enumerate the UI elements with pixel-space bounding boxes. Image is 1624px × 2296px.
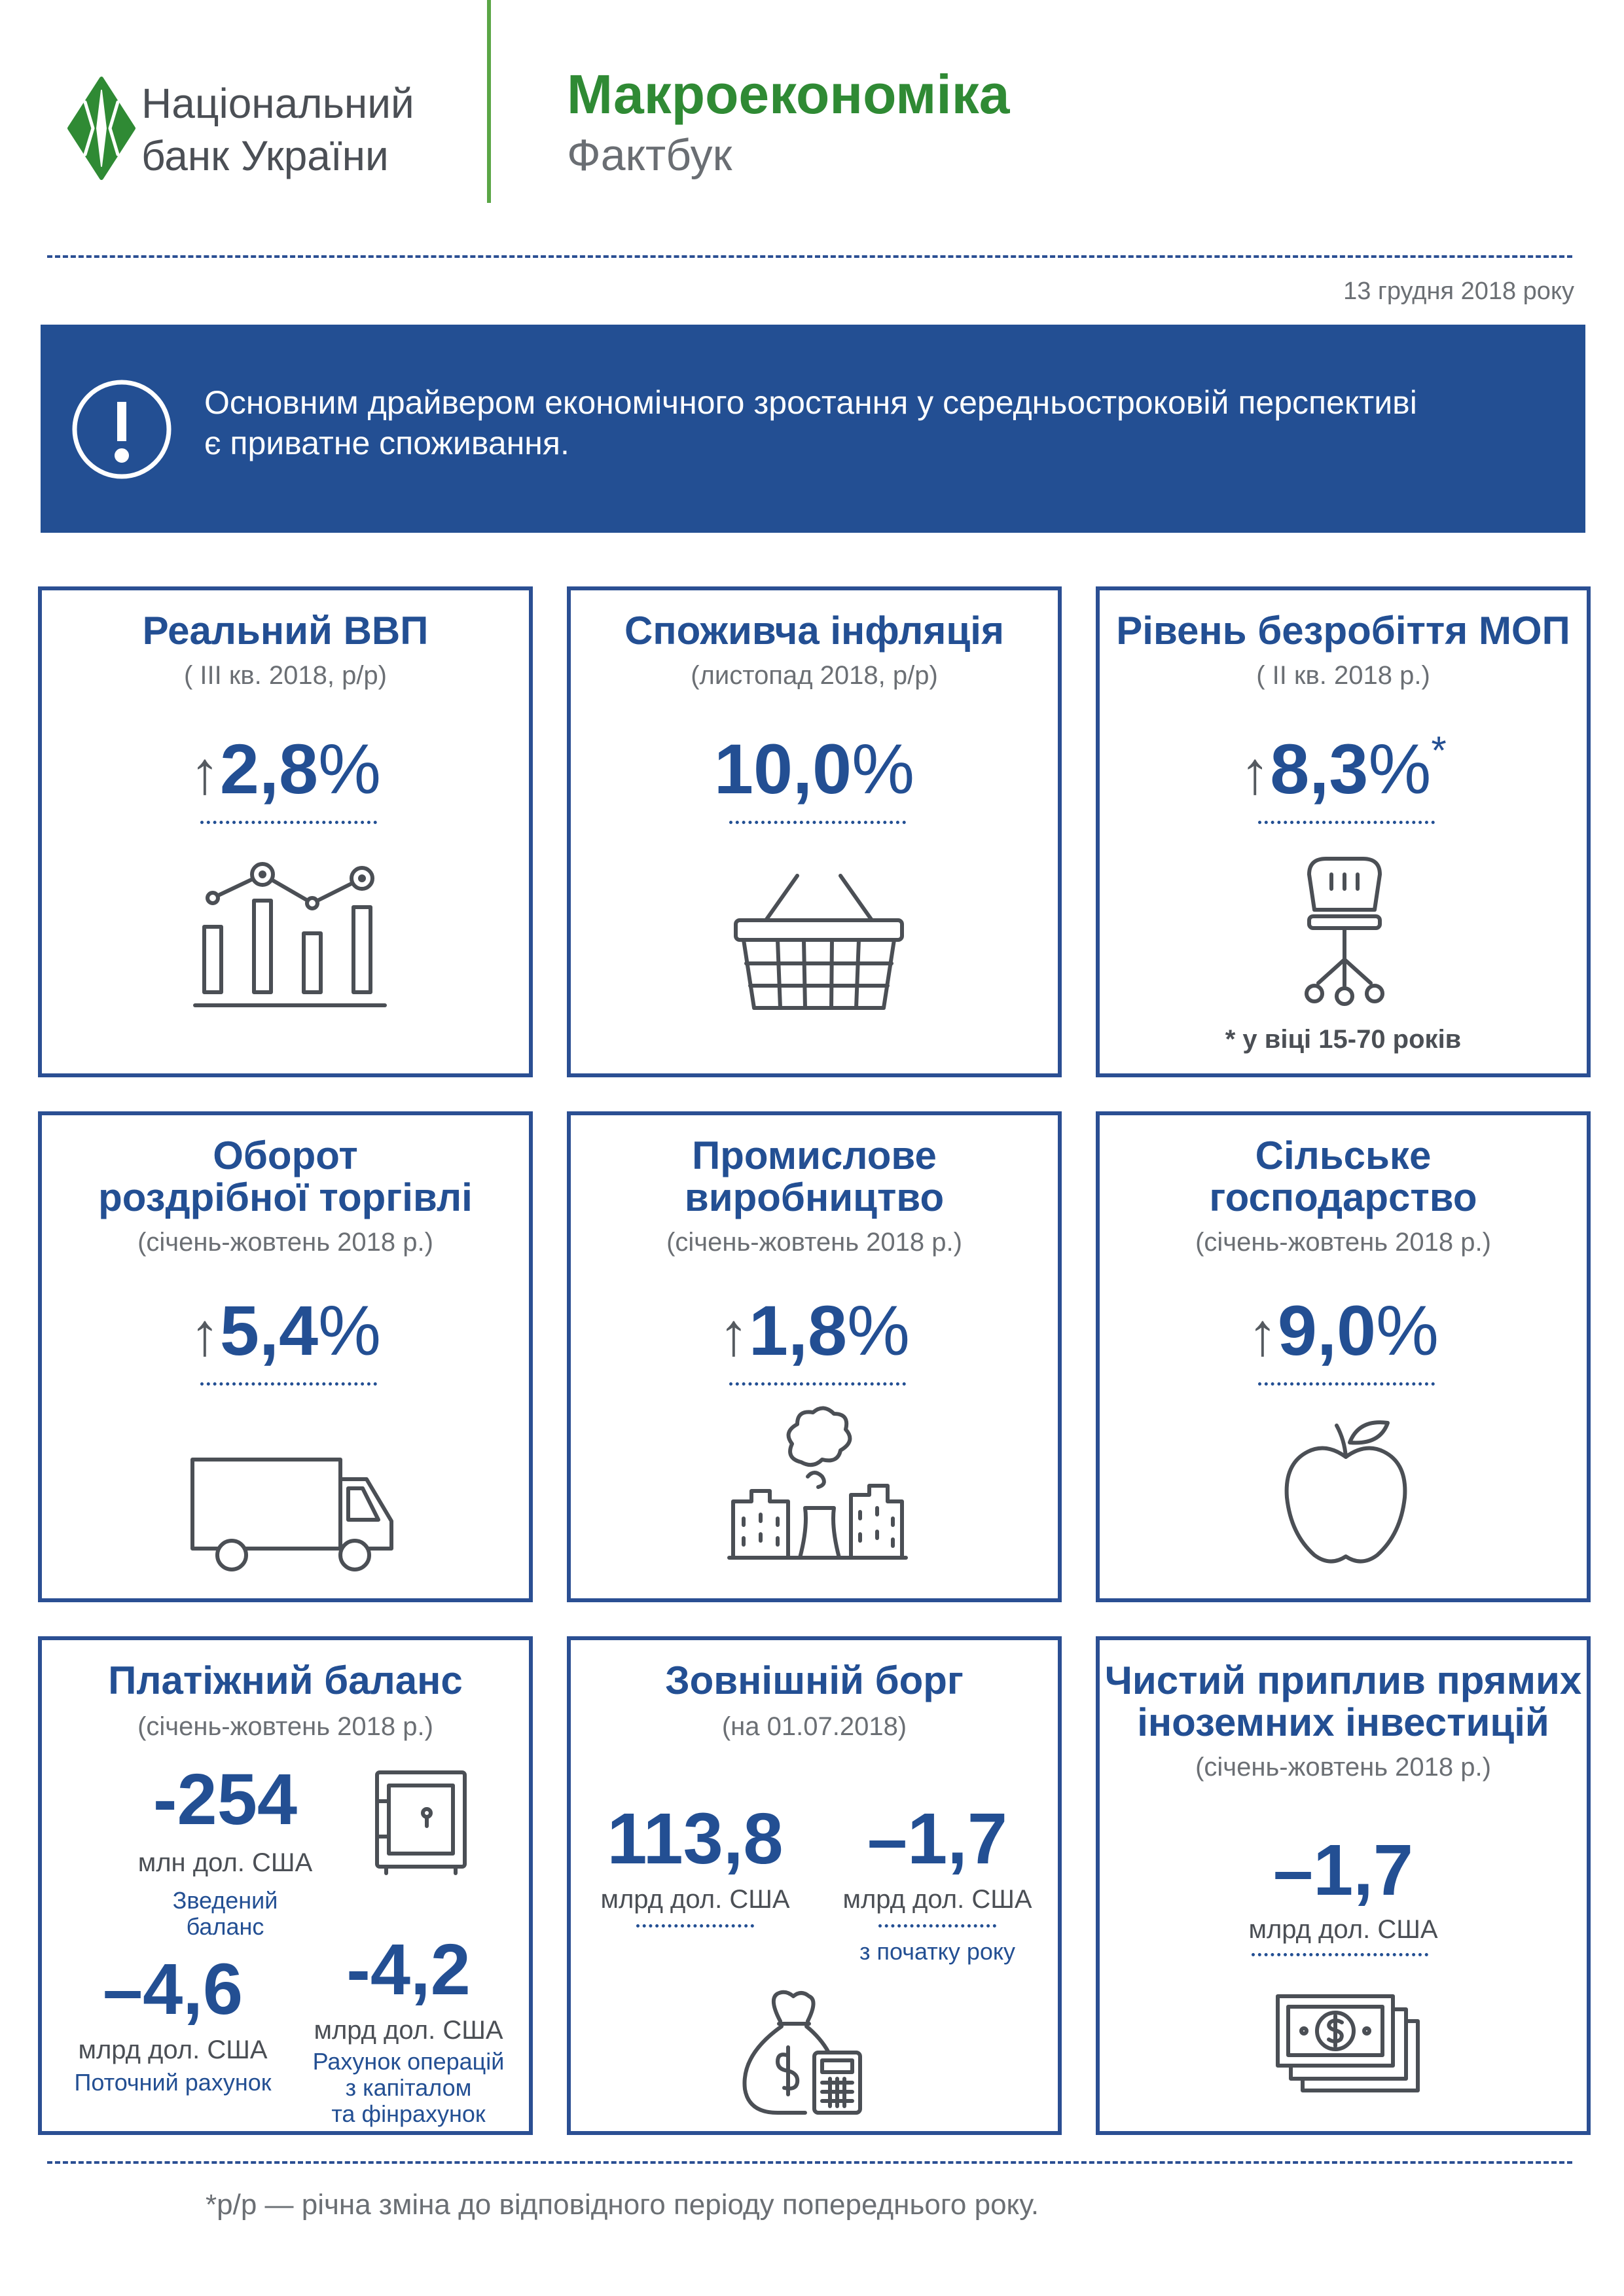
card-title: Зовнішній борг — [665, 1659, 964, 1702]
card-consumer-inflation — [567, 586, 1062, 1077]
card-period: ( III кв. 2018, р/р) — [184, 661, 387, 690]
dotted-underline — [1252, 1953, 1428, 1956]
top-dashed-divider — [47, 255, 1572, 258]
external-debt-total-unit: млрд дол. США — [600, 1885, 790, 1914]
money-bag-calculator-icon — [732, 1984, 863, 2115]
card-retail-turnover — [38, 1111, 533, 1602]
office-chair-icon — [1300, 855, 1389, 1012]
key-message — [204, 382, 1513, 463]
bank-name — [141, 77, 414, 182]
dotted-underline — [1258, 821, 1435, 824]
dotted-underline — [200, 821, 377, 824]
fdi-value: –1,7 — [1272, 1830, 1414, 1910]
card-title: Сільське господарство — [1209, 1134, 1477, 1219]
industry-value: ↑1,8% — [718, 1291, 911, 1370]
arrow-up-icon: ↑ — [1247, 1301, 1278, 1368]
dotted-underline — [878, 1924, 996, 1928]
current-account-label: Поточний рахунок — [74, 2069, 272, 2096]
card-balance-of-payments — [38, 1636, 533, 2135]
arrow-up-icon: ↑ — [1240, 740, 1271, 806]
shopping-basket-icon — [732, 872, 906, 1012]
card-agriculture — [1096, 1111, 1591, 1602]
section-title: Макроекономіка — [567, 63, 1010, 125]
gdp-value: ↑2,8% — [189, 729, 382, 808]
external-debt-change-value: –1,7 — [867, 1799, 1008, 1879]
card-period: (на 01.07.2018) — [721, 1712, 907, 1741]
yoy-footnote: *р/р — річна зміна до відповідного періоду попереднього року. — [206, 2189, 1039, 2221]
dotted-underline — [729, 821, 906, 824]
dotted-underline — [636, 1924, 754, 1928]
capital-account-value: -4,2 — [346, 1929, 471, 2010]
card-title: Промислове виробництво — [684, 1134, 945, 1219]
card-period: (січень-жовтень 2018 р.) — [666, 1228, 962, 1257]
exclamation-circle-icon — [71, 378, 173, 480]
card-real-gdp — [38, 586, 533, 1077]
card-net-fdi-inflow — [1096, 1636, 1591, 2135]
card-title: Рівень безробіття МОП — [1116, 609, 1570, 653]
key-message-line1: Основним драйвером економічного зростання у середньостроковій перспективі — [204, 384, 1417, 421]
card-external-debt — [567, 1636, 1062, 2135]
safe-icon — [373, 1768, 469, 1877]
publication-date: 13 грудня 2018 року — [1343, 278, 1574, 305]
overall-balance-label: Зведений баланс — [172, 1887, 278, 1940]
section-subtitle: Фактбук — [567, 130, 732, 180]
current-account-value: –4,6 — [102, 1949, 244, 2030]
capital-account-unit: млрд дол. США — [314, 2016, 503, 2045]
key-message-line2: є приватне споживання. — [204, 425, 569, 461]
line-bar-chart-icon — [195, 855, 385, 1012]
card-period: (січень-жовтень 2018 р.) — [1195, 1228, 1491, 1257]
arrow-up-icon: ↑ — [189, 740, 220, 806]
header-divider — [487, 0, 491, 203]
card-title: Платіжний баланс — [108, 1659, 463, 1702]
card-title: Реальний ВВП — [142, 609, 429, 653]
overall-balance-value: -254 — [153, 1759, 298, 1840]
card-industrial-production — [567, 1111, 1062, 1602]
card-title: Споживча інфляція — [624, 609, 1004, 653]
unemployment-value: ↑8,3%* — [1240, 728, 1447, 808]
current-account-unit: млрд дол. США — [78, 2036, 268, 2064]
banknotes-icon — [1274, 1992, 1422, 2094]
nbu-logo-icon — [65, 76, 137, 181]
retail-value: ↑5,4% — [189, 1291, 382, 1370]
bank-name-line2: банк України — [141, 132, 389, 179]
dotted-underline — [1258, 1382, 1435, 1386]
external-debt-change-unit: млрд дол. США — [842, 1885, 1032, 1914]
age-footnote: * у віці 15-70 років — [1225, 1025, 1462, 1054]
bank-name-line1: Національний — [141, 80, 414, 127]
card-period: (січень-жовтень 2018 р.) — [137, 1228, 433, 1257]
card-period: (січень-жовтень 2018 р.) — [1195, 1753, 1491, 1782]
card-title: Оборот роздрібної торгівлі — [98, 1134, 473, 1219]
overall-balance-unit: млн дол. США — [137, 1848, 313, 1877]
arrow-up-icon: ↑ — [718, 1301, 749, 1368]
dotted-underline — [200, 1382, 377, 1386]
card-period: (листопад 2018, р/р) — [691, 661, 938, 690]
card-period: (січень-жовтень 2018 р.) — [137, 1712, 433, 1741]
external-debt-total-value: 113,8 — [607, 1799, 784, 1879]
fdi-unit: млрд дол. США — [1248, 1915, 1438, 1944]
factory-icon — [729, 1403, 906, 1560]
arrow-up-icon: ↑ — [189, 1301, 220, 1368]
truck-icon — [189, 1456, 395, 1573]
dotted-underline — [729, 1382, 906, 1386]
capital-account-label: Рахунок операцій з капіталом та фінрахунок — [312, 2048, 505, 2127]
card-period: ( II кв. 2018 р.) — [1256, 661, 1430, 690]
agriculture-value: ↑9,0% — [1247, 1291, 1439, 1370]
inflation-value: 10,0% — [713, 729, 915, 808]
external-debt-change-label: з початку року — [859, 1938, 1016, 1965]
apple-icon — [1280, 1416, 1411, 1567]
card-unemployment — [1096, 586, 1591, 1077]
card-title: Чистий приплив прямих іноземних інвестицій — [1104, 1659, 1582, 1744]
bottom-dashed-divider — [47, 2161, 1572, 2164]
